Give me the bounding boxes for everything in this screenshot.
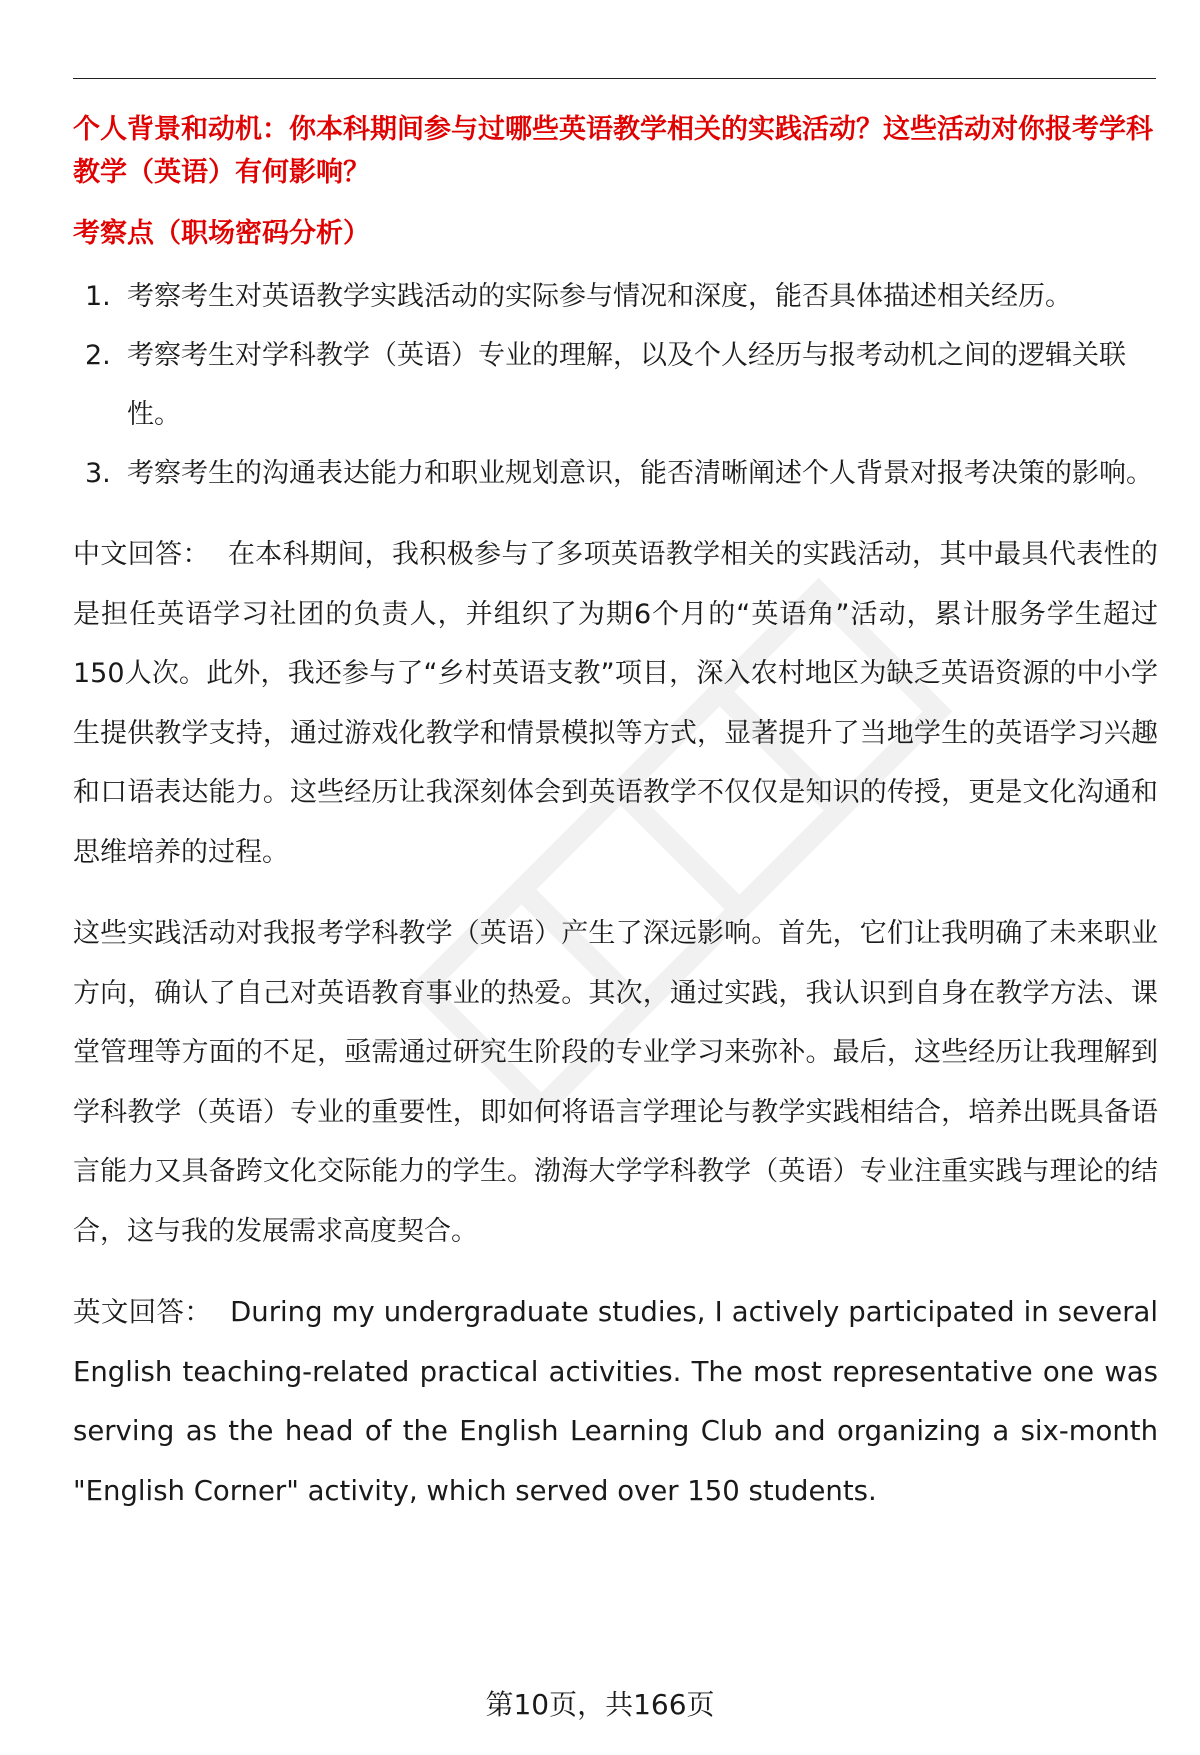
- list-item-text: 考察考生的沟通表达能力和职业规划意识，能否清晰阐述个人背景对报考决策的影响。: [127, 458, 1153, 489]
- english-answer-paragraph: [73, 1283, 1158, 1521]
- focus-title: 考察点（职场密码分析）: [73, 218, 370, 249]
- document-body: [73, 108, 1158, 1521]
- page-number-footer: 第10页，共166页: [485, 1688, 715, 1721]
- list-item: [73, 326, 1158, 444]
- list-number: 3.: [85, 458, 111, 489]
- list-item-text: 考察考生对学科教学（英语）专业的理解，以及个人经历与报考动机之间的逻辑关联性。: [127, 340, 1126, 430]
- chinese-answer-paragraph-2: 这些实践活动对我报考学科教学（英语）产生了深远影响。首先，它们让我明确了未来职业方向，确认了自己对英语教育事业的热爱。其次，通过实践，我认识到自身在教学方法、课堂管理等方面的不足，亟需通过研究生阶段的专业学习来弥补。最后，这些经历让我理解到学科教学（英语）专业的重要性，即如何将语言学理论与教学实践相结合，培养出既具备语言能力又具备跨文化交际能力的学生。渤海大学学科教学（英语）专业注重实践与理论的结合，这与我的发展需求高度契合。: [73, 918, 1158, 1247]
- list-number: 1.: [85, 281, 111, 312]
- list-item: [73, 267, 1158, 326]
- question-heading: 个人背景和动机：你本科期间参与过哪些英语教学相关的实践活动？这些活动对你报考学科教学（英语）有何影响？: [73, 114, 1153, 188]
- list-number: 2.: [85, 340, 111, 371]
- focus-points-list: [73, 267, 1158, 503]
- list-item-text: 考察考生对英语教学实践活动的实际参与情况和深度，能否具体描述相关经历。: [127, 281, 1072, 312]
- chinese-answer-label: 中文回答：: [73, 539, 210, 570]
- english-answer-label: 英文回答：: [73, 1296, 213, 1328]
- english-answer-text: During my undergraduate studies, I actively participated in several English teaching-related practical activities. The most representative one was serving as the head of the English Learning Club and organizing a six-month "English Corner" activity, which served over 150 students.: [73, 1296, 1158, 1507]
- chinese-answer-paragraph: [73, 525, 1158, 882]
- list-item: [73, 444, 1158, 503]
- header-rule: [73, 78, 1156, 79]
- chinese-answer-text: 在本科期间，我积极参与了多项英语教学相关的实践活动，其中最具代表性的是担任英语学习社团的负责人，并组织了为期6个月的“英语角”活动，累计服务学生超过150人次。此外，我还参与了“乡村英语支教”项目，深入农村地区为缺乏英语资源的中小学生提供教学支持，通过游戏化教学和情景模拟等方式，显著提升了当地学生的英语学习兴趣和口语表达能力。这些经历让我深刻体会到英语教学不仅仅是知识的传授，更是文化沟通和思维培养的过程。: [73, 539, 1159, 868]
